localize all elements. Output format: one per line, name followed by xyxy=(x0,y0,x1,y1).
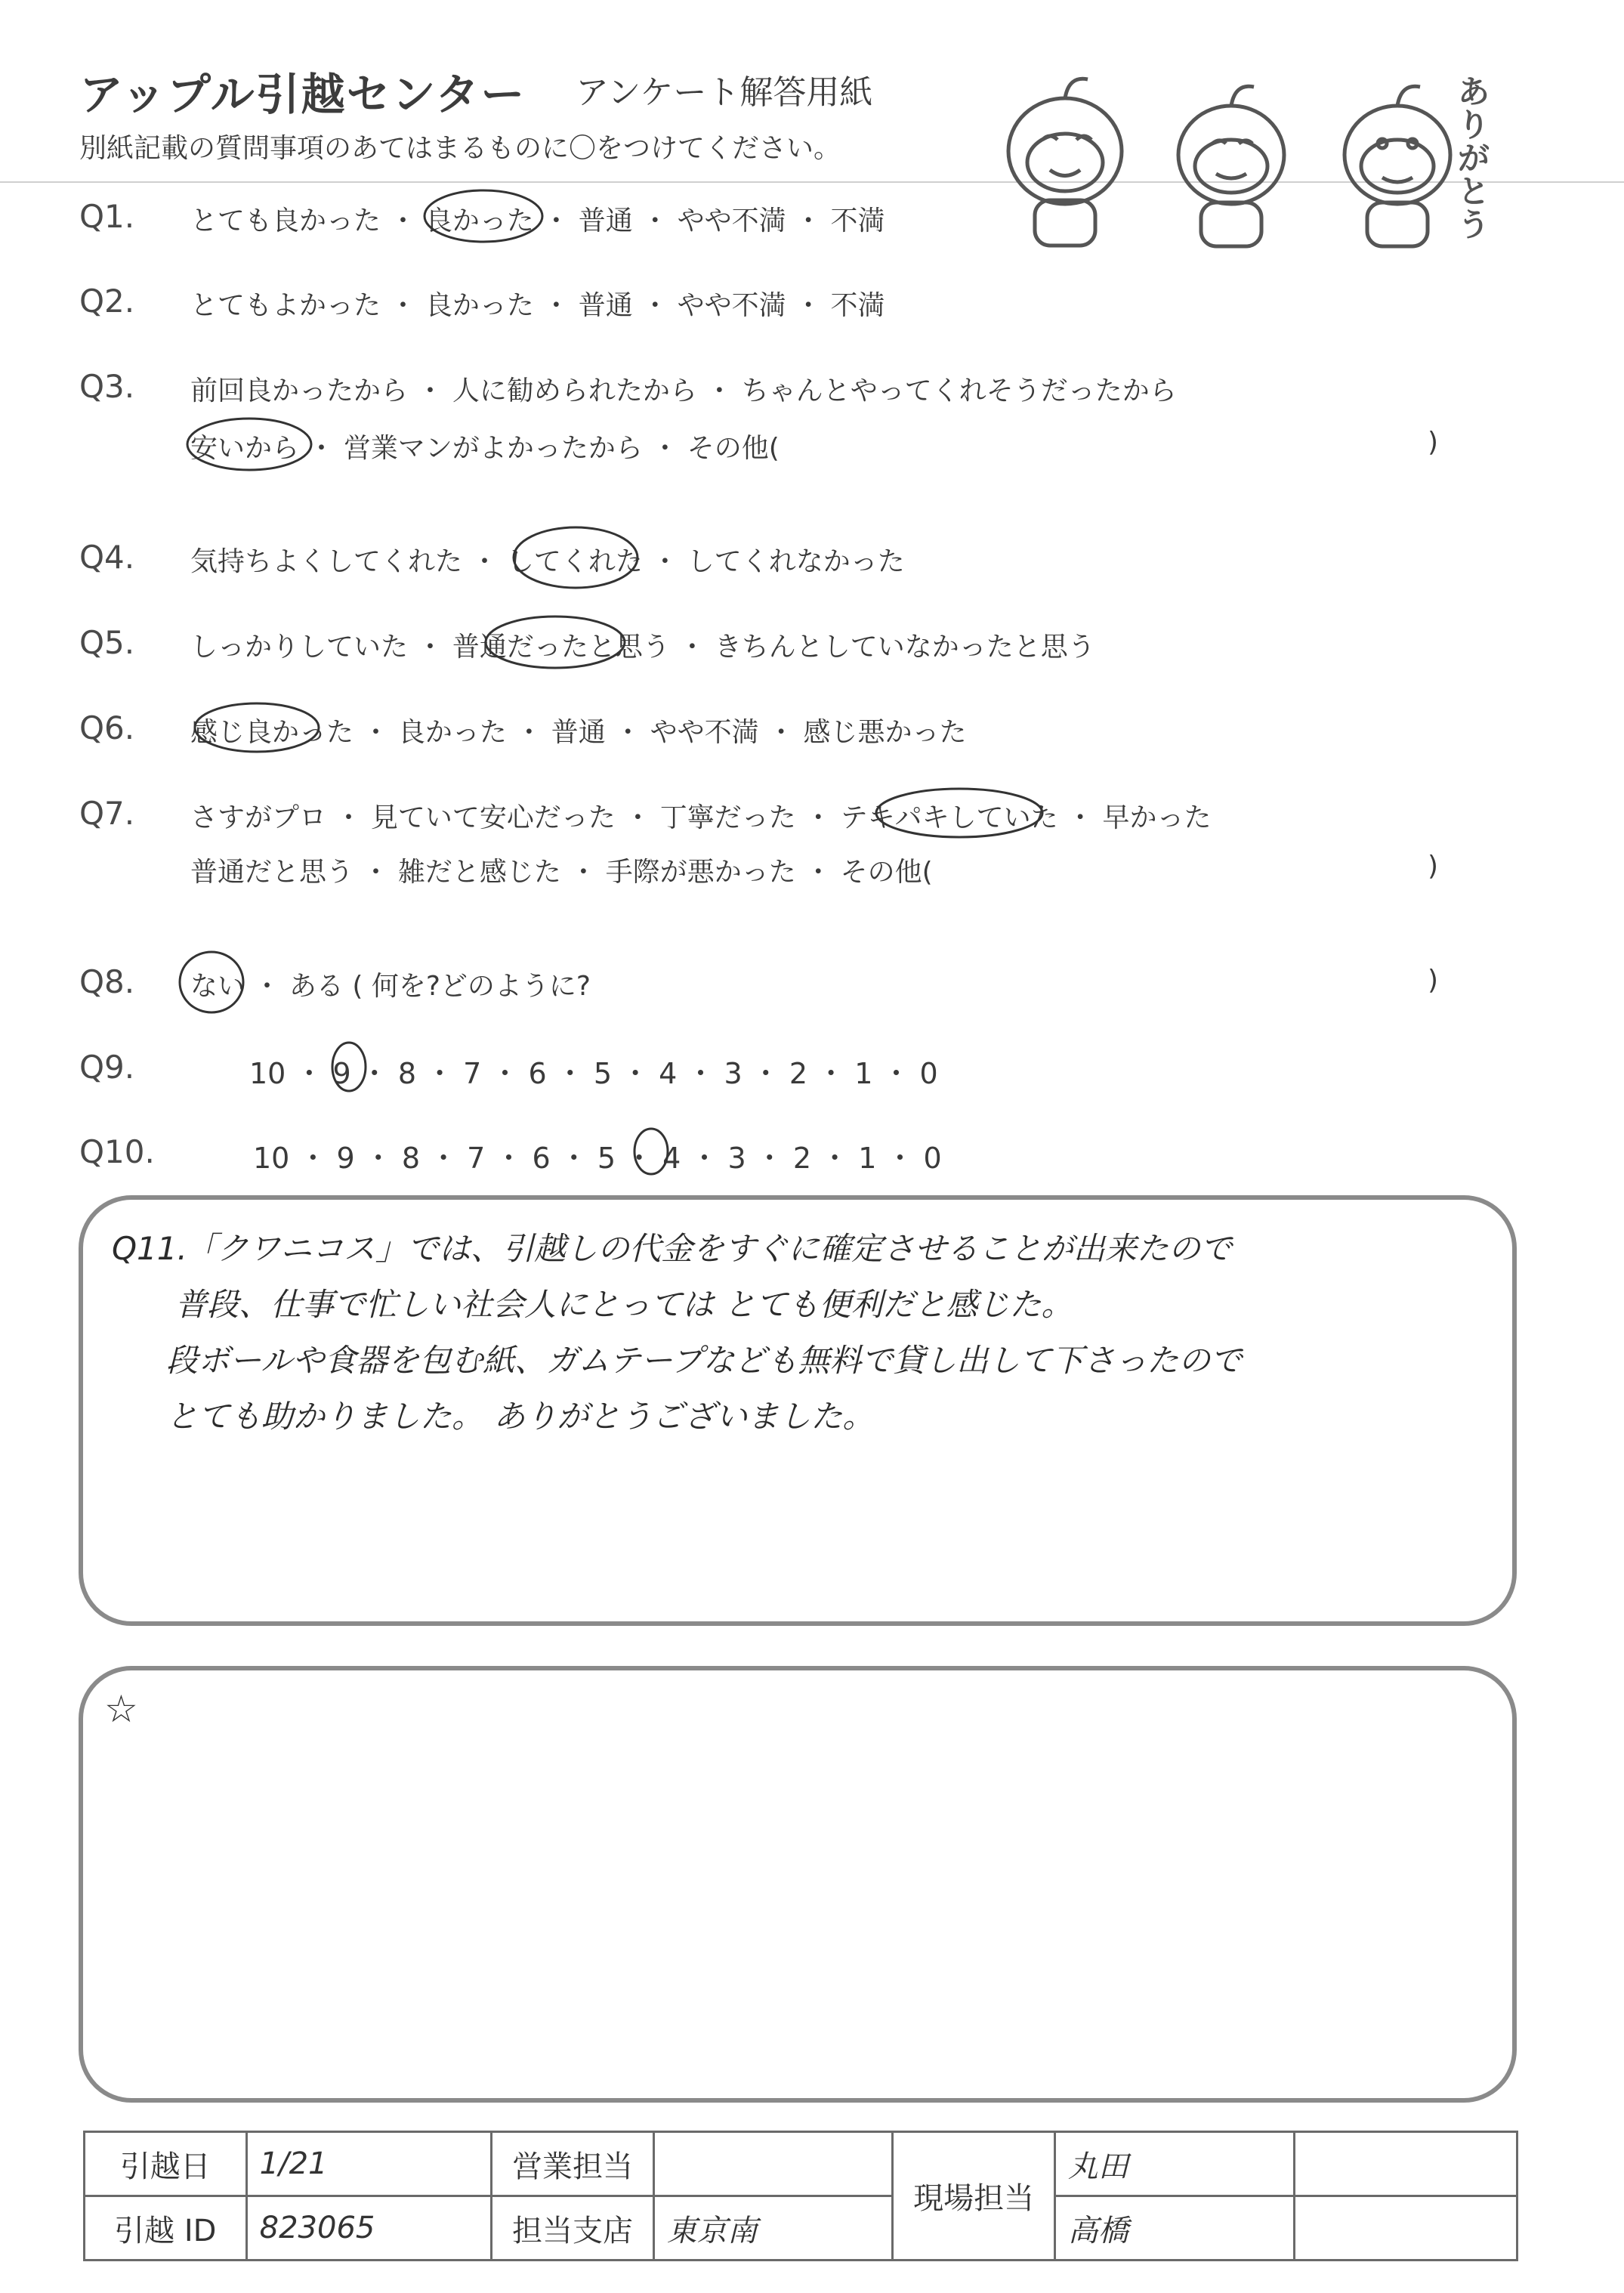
q11-answer-line1: 「クワニコス」では、引越しの代金をすぐに確定させることが出来たので xyxy=(185,1230,1233,1267)
q8-close-paren: ) xyxy=(1428,965,1439,996)
q9-scale: 10 ・ 9 ・ 8 ・ 7 ・ 6 ・ 5 ・ 4 ・ 3 ・ 2 ・ 1 ・ 0 xyxy=(249,1057,938,1090)
q5-label: Q5. xyxy=(79,624,135,661)
site-staff-label: 現場担当 xyxy=(893,2132,1054,2261)
sales-rep-label: 営業担当 xyxy=(492,2132,653,2196)
q2-options: とてもよかった ・ 良かった ・ 普通 ・ やや不満 ・ 不満 xyxy=(190,290,885,321)
mascot-caption: ありがとう xyxy=(1458,73,1490,243)
q3-close-paren: ) xyxy=(1428,427,1439,458)
star-comment-box xyxy=(79,1666,1517,2103)
q6-options: 感じ良かった ・ 良かった ・ 普通 ・ やや不満 ・ 感じ悪かった xyxy=(190,717,967,748)
site-staff-extra-1 xyxy=(1294,2132,1517,2196)
q7-label: Q7. xyxy=(79,795,135,832)
instruction-text: 別紙記載の質問事項のあてはまるものに〇をつけてください。 xyxy=(79,133,841,164)
move-date-value: 1/21 xyxy=(246,2132,492,2196)
q1-label: Q1. xyxy=(79,198,135,235)
q6-label: Q6. xyxy=(79,709,135,746)
q11-label: Q11. xyxy=(112,1230,187,1267)
q1-options: とても良かった ・ 良かった ・ 普通 ・ やや不満 ・ 不満 xyxy=(190,206,885,236)
q2-label: Q2. xyxy=(79,283,135,320)
site-staff-2: 高橋 xyxy=(1054,2196,1294,2261)
site-staff-1: 丸田 xyxy=(1054,2132,1294,2196)
form-title: アンケート解答用紙 xyxy=(576,73,873,112)
q3-options-line2: 安いから ・ 営業マンがよかったから ・ その他( xyxy=(190,433,780,464)
q8-label: Q8. xyxy=(79,963,135,1000)
move-date-label: 引越日 xyxy=(85,2132,247,2196)
site-staff-extra-2 xyxy=(1294,2196,1517,2261)
q8-options: ない ・ ある ( 何を?どのように? xyxy=(190,971,591,1002)
q7-options-line2: 普通だと思う ・ 雑だと感じた ・ 手際が悪かった ・ その他( xyxy=(190,857,933,888)
q11-answer-box xyxy=(79,1195,1517,1626)
mascot-illustration xyxy=(982,68,1465,257)
q5-options: しっかりしていた ・ 普通だったと思う ・ きちんとしていなかったと思う xyxy=(190,632,1095,663)
company-name: アップル引越センター xyxy=(79,69,526,120)
q3-options-line1: 前回良かったから ・ 人に勧められたから ・ ちゃんとやってくれそうだったから xyxy=(190,375,1177,406)
q7-options-line1: さすがプロ ・ 見ていて安心だった ・ 丁寧だった ・ テキパキしていた ・ 早かった xyxy=(190,802,1212,833)
q11-answer-line4: とても助かりました。 ありがとうございました。 xyxy=(166,1398,875,1435)
branch-label: 担当支店 xyxy=(492,2196,653,2261)
q9-label: Q9. xyxy=(79,1049,135,1086)
q11-answer-line3: 段ボールや食器を包む紙、ガムテープなども無料で貸し出して下さったので xyxy=(166,1342,1243,1379)
footer-info-table xyxy=(83,2131,1518,2261)
sales-rep-value xyxy=(653,2132,893,2196)
star-icon: ☆ xyxy=(104,1687,138,1731)
q4-options: 気持ちよくしてくれた ・ してくれた ・ してくれなかった xyxy=(190,546,905,577)
q4-label: Q4. xyxy=(79,539,135,576)
q10-label: Q10. xyxy=(79,1133,155,1170)
q11-answer-line2: 普段、仕事で忙しい社会人にとっては とても便利だと感じた。 xyxy=(175,1286,1073,1323)
branch-value: 東京南 xyxy=(653,2196,893,2261)
move-id-value: 823065 xyxy=(246,2196,492,2261)
q10-scale: 10 ・ 9 ・ 8 ・ 7 ・ 6 ・ 5 ・ 4 ・ 3 ・ 2 ・ 1 ・ 0 xyxy=(253,1142,942,1175)
move-id-label: 引越 ID xyxy=(85,2196,247,2261)
q7-close-paren: ) xyxy=(1428,851,1439,882)
q3-label: Q3. xyxy=(79,368,135,405)
